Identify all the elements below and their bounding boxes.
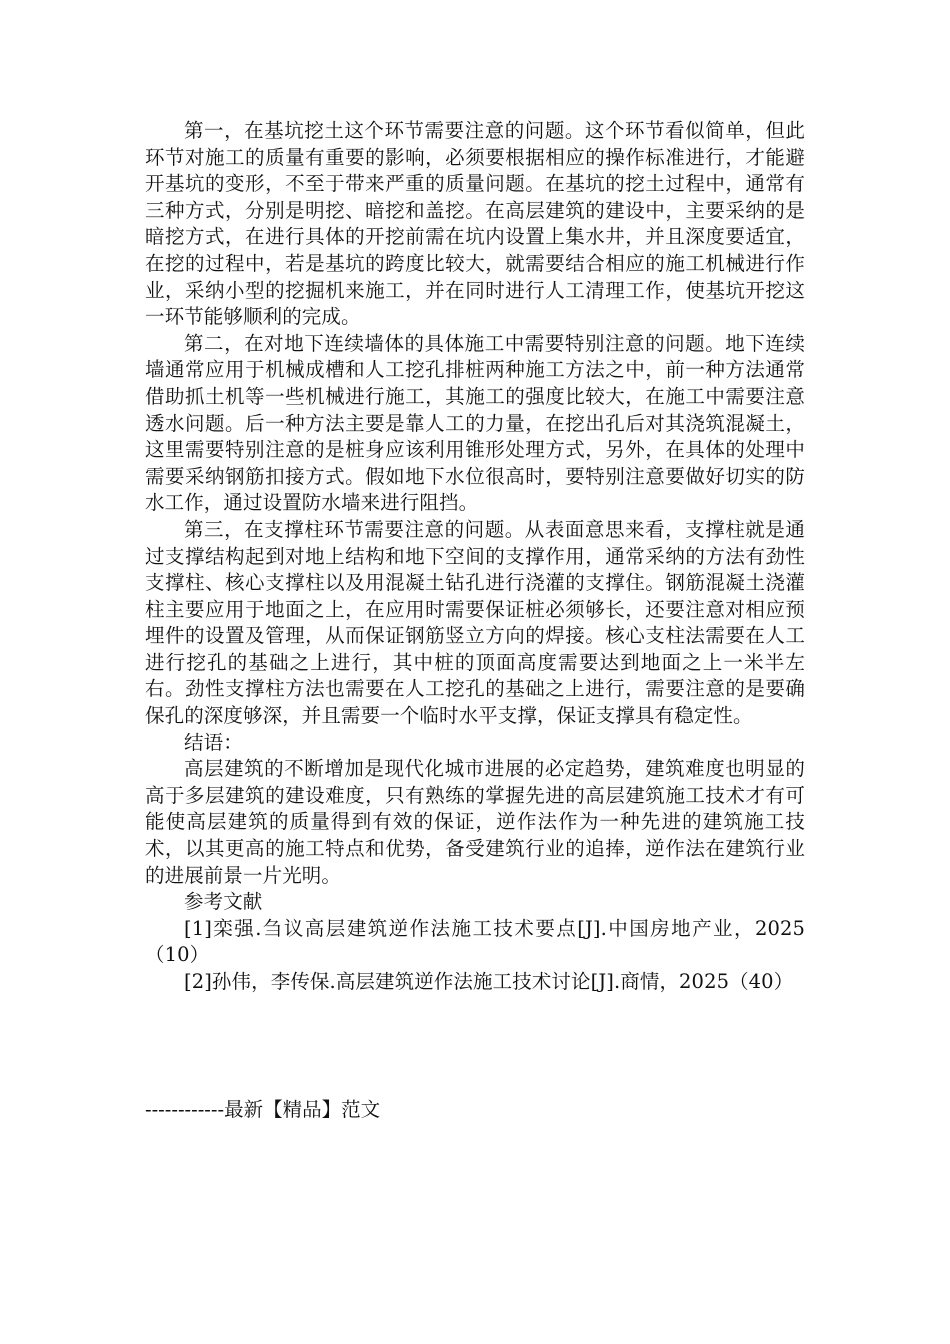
- paragraph-diaphragm-wall: 第二，在对地下连续墙体的具体施工中需要特别注意的问题。地下连续墙通常应用于机械成槽和人工挖孔排桩两种施工方法之中，前一种方法通常借助抓土机等一些机械进行施工，其施工的强度比较大，在施工中需要注意透水问题。后一种方法主要是靠人工的力量，在挖出孔后对其浇筑混凝土，这里需要特别注意的是桩身应该利用锥形处理方式，另外，在具体的处理中需要采纳钢筋扣接方式。假如地下水位很高时，要特别注意要做好切实的防水工作，通过设置防水墙来进行阻挡。: [145, 331, 805, 515]
- reference-item: [2]孙伟，李传保.高层建筑逆作法施工技术讨论[J].商情，2025（40）: [184, 970, 794, 993]
- reference-item: [1]栾强.刍议高层建筑逆作法施工技术要点[J].中国房地产业，2025（10）: [145, 916, 805, 967]
- paragraph-excavation: 第一，在基坑挖土这个环节需要注意的问题。这个环节看似简单，但此环节对施工的质量有重要的影响，必须要根据相应的操作标准进行，才能避开基坑的变形，不至于带来严重的质量问题。在基坑的挖土过程中，通常有三种方式，分别是明挖、暗挖和盖挖。在高层建筑的建设中，主要采纳的是暗挖方式，在进行具体的开挖前需在坑内设置上集水井，并且深度要适宜，在挖的过程中，若是基坑的跨度比较大，就需要结合相应的施工机械进行作业，采纳小型的挖掘机来施工，并在同时进行人工清理工作，使基坑开挖这一环节能够顺利的完成。: [145, 119, 805, 329]
- document-body: [145, 118, 805, 996]
- references-heading: 参考文献: [184, 890, 263, 914]
- paragraph-conclusion: 高层建筑的不断增加是现代化城市进展的必定趋势，建筑难度也明显的高于多层建筑的建设难度，只有熟练的掌握先进的高层建筑施工技术才有可能使高层建筑的质量得到有效的保证，逆作法作为一种先进的建筑施工技术，以其更高的施工特点和优势，备受建筑行业的追捧，逆作法在建筑行业的进展前景一片光明。: [145, 757, 805, 887]
- page-footer: ------------最新【精品】范文: [145, 1098, 381, 1121]
- conclusion-heading: 结语：: [184, 730, 243, 754]
- paragraph-support-column: 第三，在支撑柱环节需要注意的问题。从表面意思来看，支撑柱就是通过支撑结构起到对地上结构和地下空间的支撑作用，通常采纳的方法有劲性支撑柱、核心支撑柱以及用混凝土钻孔进行浇灌的支撑住。钢筋混凝土浇灌柱主要应用于地面之上，在应用时需要保证桩必须够长，还要注意对相应预埋件的设置及管理，从而保证钢筋竖立方向的焊接。核心支柱法需要在人工进行挖孔的基础之上进行，其中桩的顶面高度需要达到地面之上一米半左右。劲性支撑柱方法也需要在人工挖孔的基础之上进行，需要注意的是要确保孔的深度够深，并且需要一个临时水平支撑，保证支撑具有稳定性。: [145, 517, 805, 728]
